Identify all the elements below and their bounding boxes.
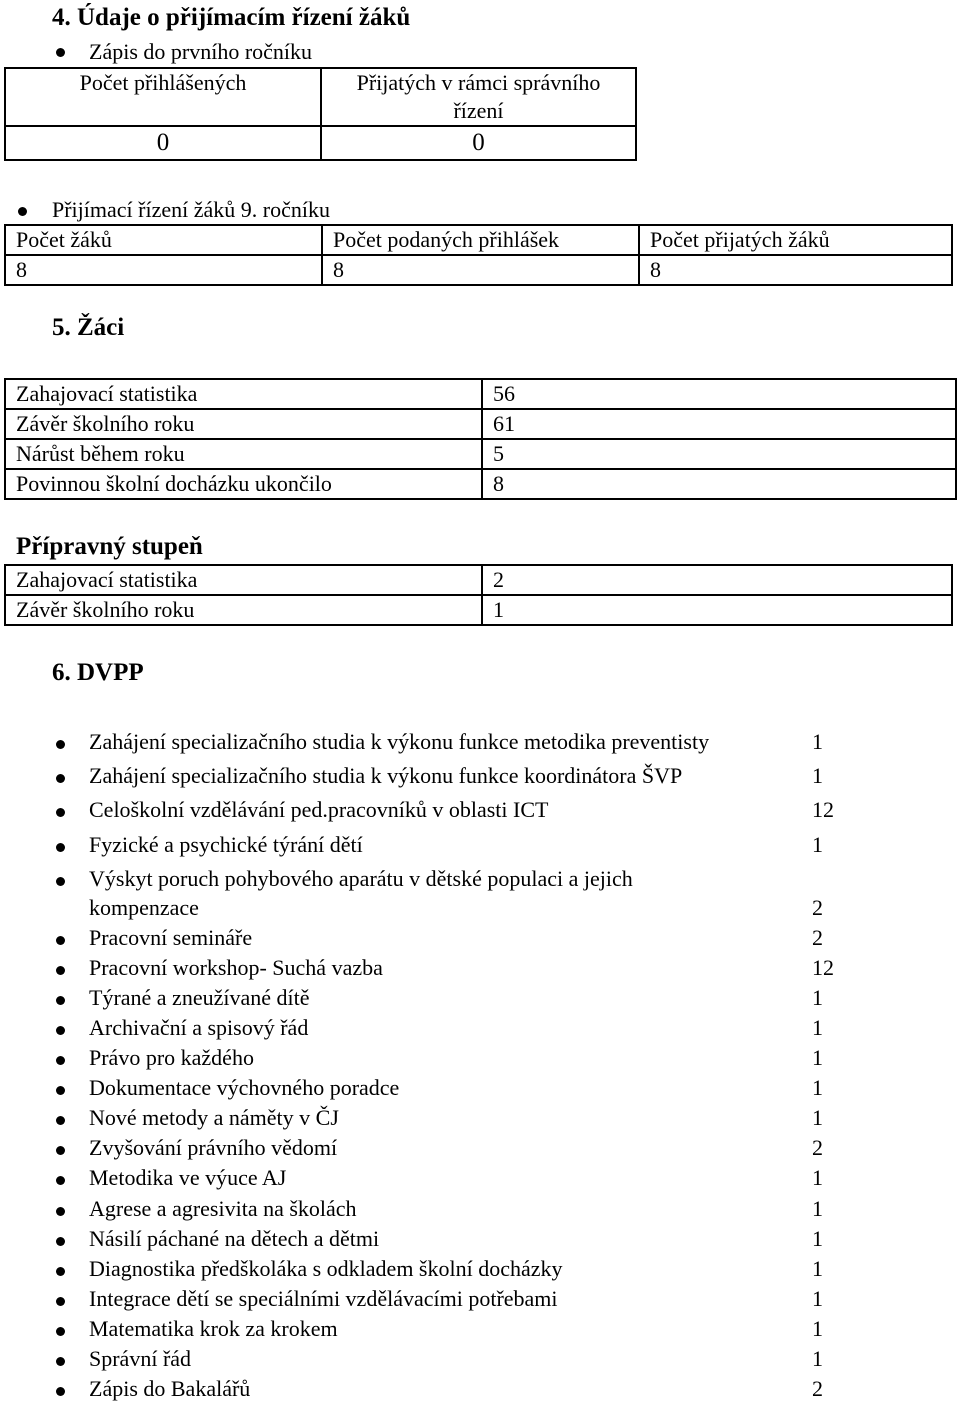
prep-stat-value: 2	[482, 565, 952, 595]
dvpp-item-label: Agrese a agresivita na školách	[89, 1196, 357, 1221]
dvpp-item-count: 1	[812, 1165, 823, 1190]
section-4-heading: 4. Údaje o přijímacím řízení žáků	[52, 4, 411, 31]
dvpp-item	[0, 1286, 960, 1316]
bullet-icon	[56, 936, 65, 945]
dvpp-item-label: Fyzické a psychické týrání dětí	[89, 832, 363, 857]
dvpp-item-count: 1	[812, 1316, 823, 1341]
bullet-icon	[56, 877, 65, 886]
first-grade-bullet: Zápis do prvního ročníku	[89, 39, 313, 64]
prep-stat-label: Zahajovací statistika	[5, 565, 482, 595]
dvpp-item	[0, 1226, 960, 1256]
dvpp-item-label: Dokumentace výchovného poradce	[89, 1075, 400, 1100]
dvpp-item-count: 1	[812, 1015, 823, 1040]
pupils-stats-table	[4, 378, 957, 500]
dvpp-item-label: Pracovní workshop- Suchá vazba	[89, 955, 383, 980]
dvpp-item	[0, 1316, 960, 1346]
dvpp-item-label: Násilí páchané na dětech a dětmi	[89, 1226, 380, 1251]
ninth-grade-header: Počet přijatých žáků	[639, 225, 952, 255]
dvpp-item-label: Zvyšování právního vědomí	[89, 1135, 338, 1160]
dvpp-item-label: Diagnostika předškoláka s odkladem školní docházky	[89, 1256, 563, 1281]
dvpp-item-label: Matematika krok za krokem	[89, 1316, 338, 1341]
bullet-icon	[56, 1207, 65, 1216]
bullet-icon	[56, 1116, 65, 1125]
bullet-icon	[56, 1297, 65, 1306]
bullet-icon	[56, 740, 65, 749]
dvpp-item-count: 1	[812, 1105, 823, 1130]
bullet-icon	[56, 1387, 65, 1396]
first-grade-value-accepted: 0	[321, 126, 636, 160]
stat-value: 5	[482, 439, 956, 469]
bullet-icon	[18, 207, 27, 216]
bullet-icon	[56, 1056, 65, 1065]
section-6-heading: 6. DVPP	[52, 659, 144, 686]
dvpp-item	[0, 1015, 960, 1045]
first-grade-table	[4, 67, 637, 161]
prep-stat-label: Závěr školního roku	[5, 595, 482, 625]
dvpp-item-count: 1	[812, 832, 823, 857]
dvpp-item-label: Archivační a spisový řád	[89, 1015, 309, 1040]
dvpp-item-count: 1	[812, 1286, 823, 1311]
stat-label: Nárůst během roku	[5, 439, 482, 469]
section-5-heading: 5. Žáci	[52, 314, 125, 341]
dvpp-item-label: Zápis do Bakalářů	[89, 1376, 251, 1401]
dvpp-item	[0, 1045, 960, 1075]
dvpp-item-count: 1	[812, 763, 823, 788]
bullet-icon	[56, 1086, 65, 1095]
dvpp-item	[0, 955, 960, 985]
bullet-icon	[56, 1237, 65, 1246]
dvpp-item-label: Pracovní semináře	[89, 925, 253, 950]
dvpp-item-count: 1	[812, 729, 823, 754]
dvpp-item	[0, 1105, 960, 1135]
dvpp-item-count: 2	[812, 895, 823, 920]
dvpp-item-count: 1	[812, 985, 823, 1010]
bullet-icon	[56, 1176, 65, 1185]
bullet-icon	[56, 843, 65, 852]
dvpp-item	[0, 1135, 960, 1165]
dvpp-item	[0, 1256, 960, 1286]
dvpp-item-label: Zahájení specializačního studia k výkonu funkce koordinátora ŠVP	[89, 763, 683, 788]
bullet-icon	[56, 1146, 65, 1155]
dvpp-item	[0, 985, 960, 1015]
bullet-icon	[56, 996, 65, 1005]
bullet-icon	[56, 48, 65, 57]
ninth-grade-value: 8	[639, 255, 952, 285]
dvpp-item	[0, 866, 960, 926]
dvpp-item-count: 2	[812, 925, 823, 950]
dvpp-item-count: 12	[812, 955, 834, 980]
first-grade-header-accepted: Přijatých v rámci správního řízení	[321, 68, 636, 126]
dvpp-item-count: 1	[812, 1045, 823, 1070]
dvpp-item-label-continued: kompenzace	[89, 895, 199, 920]
dvpp-item-count: 1	[812, 1256, 823, 1281]
prep-stage-heading: Přípravný stupeň	[16, 533, 203, 560]
ninth-grade-bullet: Přijímací řízení žáků 9. ročníku	[52, 197, 330, 222]
stat-label: Povinnou školní docházku ukončilo	[5, 469, 482, 499]
bullet-icon	[56, 1026, 65, 1035]
prep-stat-value: 1	[482, 595, 952, 625]
dvpp-item-label: Týrané a zneužívané dítě	[89, 985, 310, 1010]
ninth-grade-value: 8	[322, 255, 639, 285]
bullet-icon	[56, 808, 65, 817]
bullet-icon	[56, 1357, 65, 1366]
ninth-grade-value: 8	[5, 255, 322, 285]
bullet-icon	[56, 1267, 65, 1276]
dvpp-item-count: 1	[812, 1075, 823, 1100]
dvpp-item	[0, 763, 960, 793]
dvpp-item-label: Metodika ve výuce AJ	[89, 1165, 287, 1190]
stat-value: 56	[482, 379, 956, 409]
dvpp-item	[0, 797, 960, 827]
stat-label: Závěr školního roku	[5, 409, 482, 439]
prep-stage-table	[4, 564, 953, 626]
dvpp-item	[0, 1376, 960, 1406]
dvpp-item-label: Právo pro každého	[89, 1045, 254, 1070]
bullet-icon	[56, 1327, 65, 1336]
ninth-grade-table	[4, 224, 953, 286]
dvpp-item-count: 1	[812, 1196, 823, 1221]
dvpp-item	[0, 832, 960, 862]
dvpp-item-count: 1	[812, 1226, 823, 1251]
dvpp-item	[0, 1346, 960, 1376]
dvpp-item	[0, 925, 960, 955]
dvpp-item-label: Celoškolní vzdělávání ped.pracovníků v oblasti ICT	[89, 797, 549, 822]
dvpp-item-count: 2	[812, 1376, 823, 1401]
dvpp-item-label: Nové metody a náměty v ČJ	[89, 1105, 339, 1130]
dvpp-item-label: Zahájení specializačního studia k výkonu funkce metodika preventisty	[89, 729, 710, 754]
dvpp-item	[0, 1165, 960, 1195]
first-grade-value-applied: 0	[5, 126, 321, 160]
dvpp-item-label: Správní řád	[89, 1346, 192, 1371]
dvpp-item	[0, 1075, 960, 1105]
bullet-icon	[56, 966, 65, 975]
dvpp-item-label: Výskyt poruch pohybového aparátu v dětské populaci a jejich	[89, 866, 633, 891]
dvpp-item-label: Integrace dětí se speciálními vzdělávacími potřebami	[89, 1286, 558, 1311]
stat-value: 8	[482, 469, 956, 499]
dvpp-item	[0, 729, 960, 759]
dvpp-item-count: 12	[812, 797, 834, 822]
stat-value: 61	[482, 409, 956, 439]
dvpp-item-count: 2	[812, 1135, 823, 1160]
first-grade-header-applied: Počet přihlášených	[5, 68, 321, 126]
stat-label: Zahajovací statistika	[5, 379, 482, 409]
dvpp-item-count: 1	[812, 1346, 823, 1371]
bullet-icon	[56, 774, 65, 783]
ninth-grade-header: Počet žáků	[5, 225, 322, 255]
dvpp-item	[0, 1196, 960, 1226]
ninth-grade-header: Počet podaných přihlášek	[322, 225, 639, 255]
